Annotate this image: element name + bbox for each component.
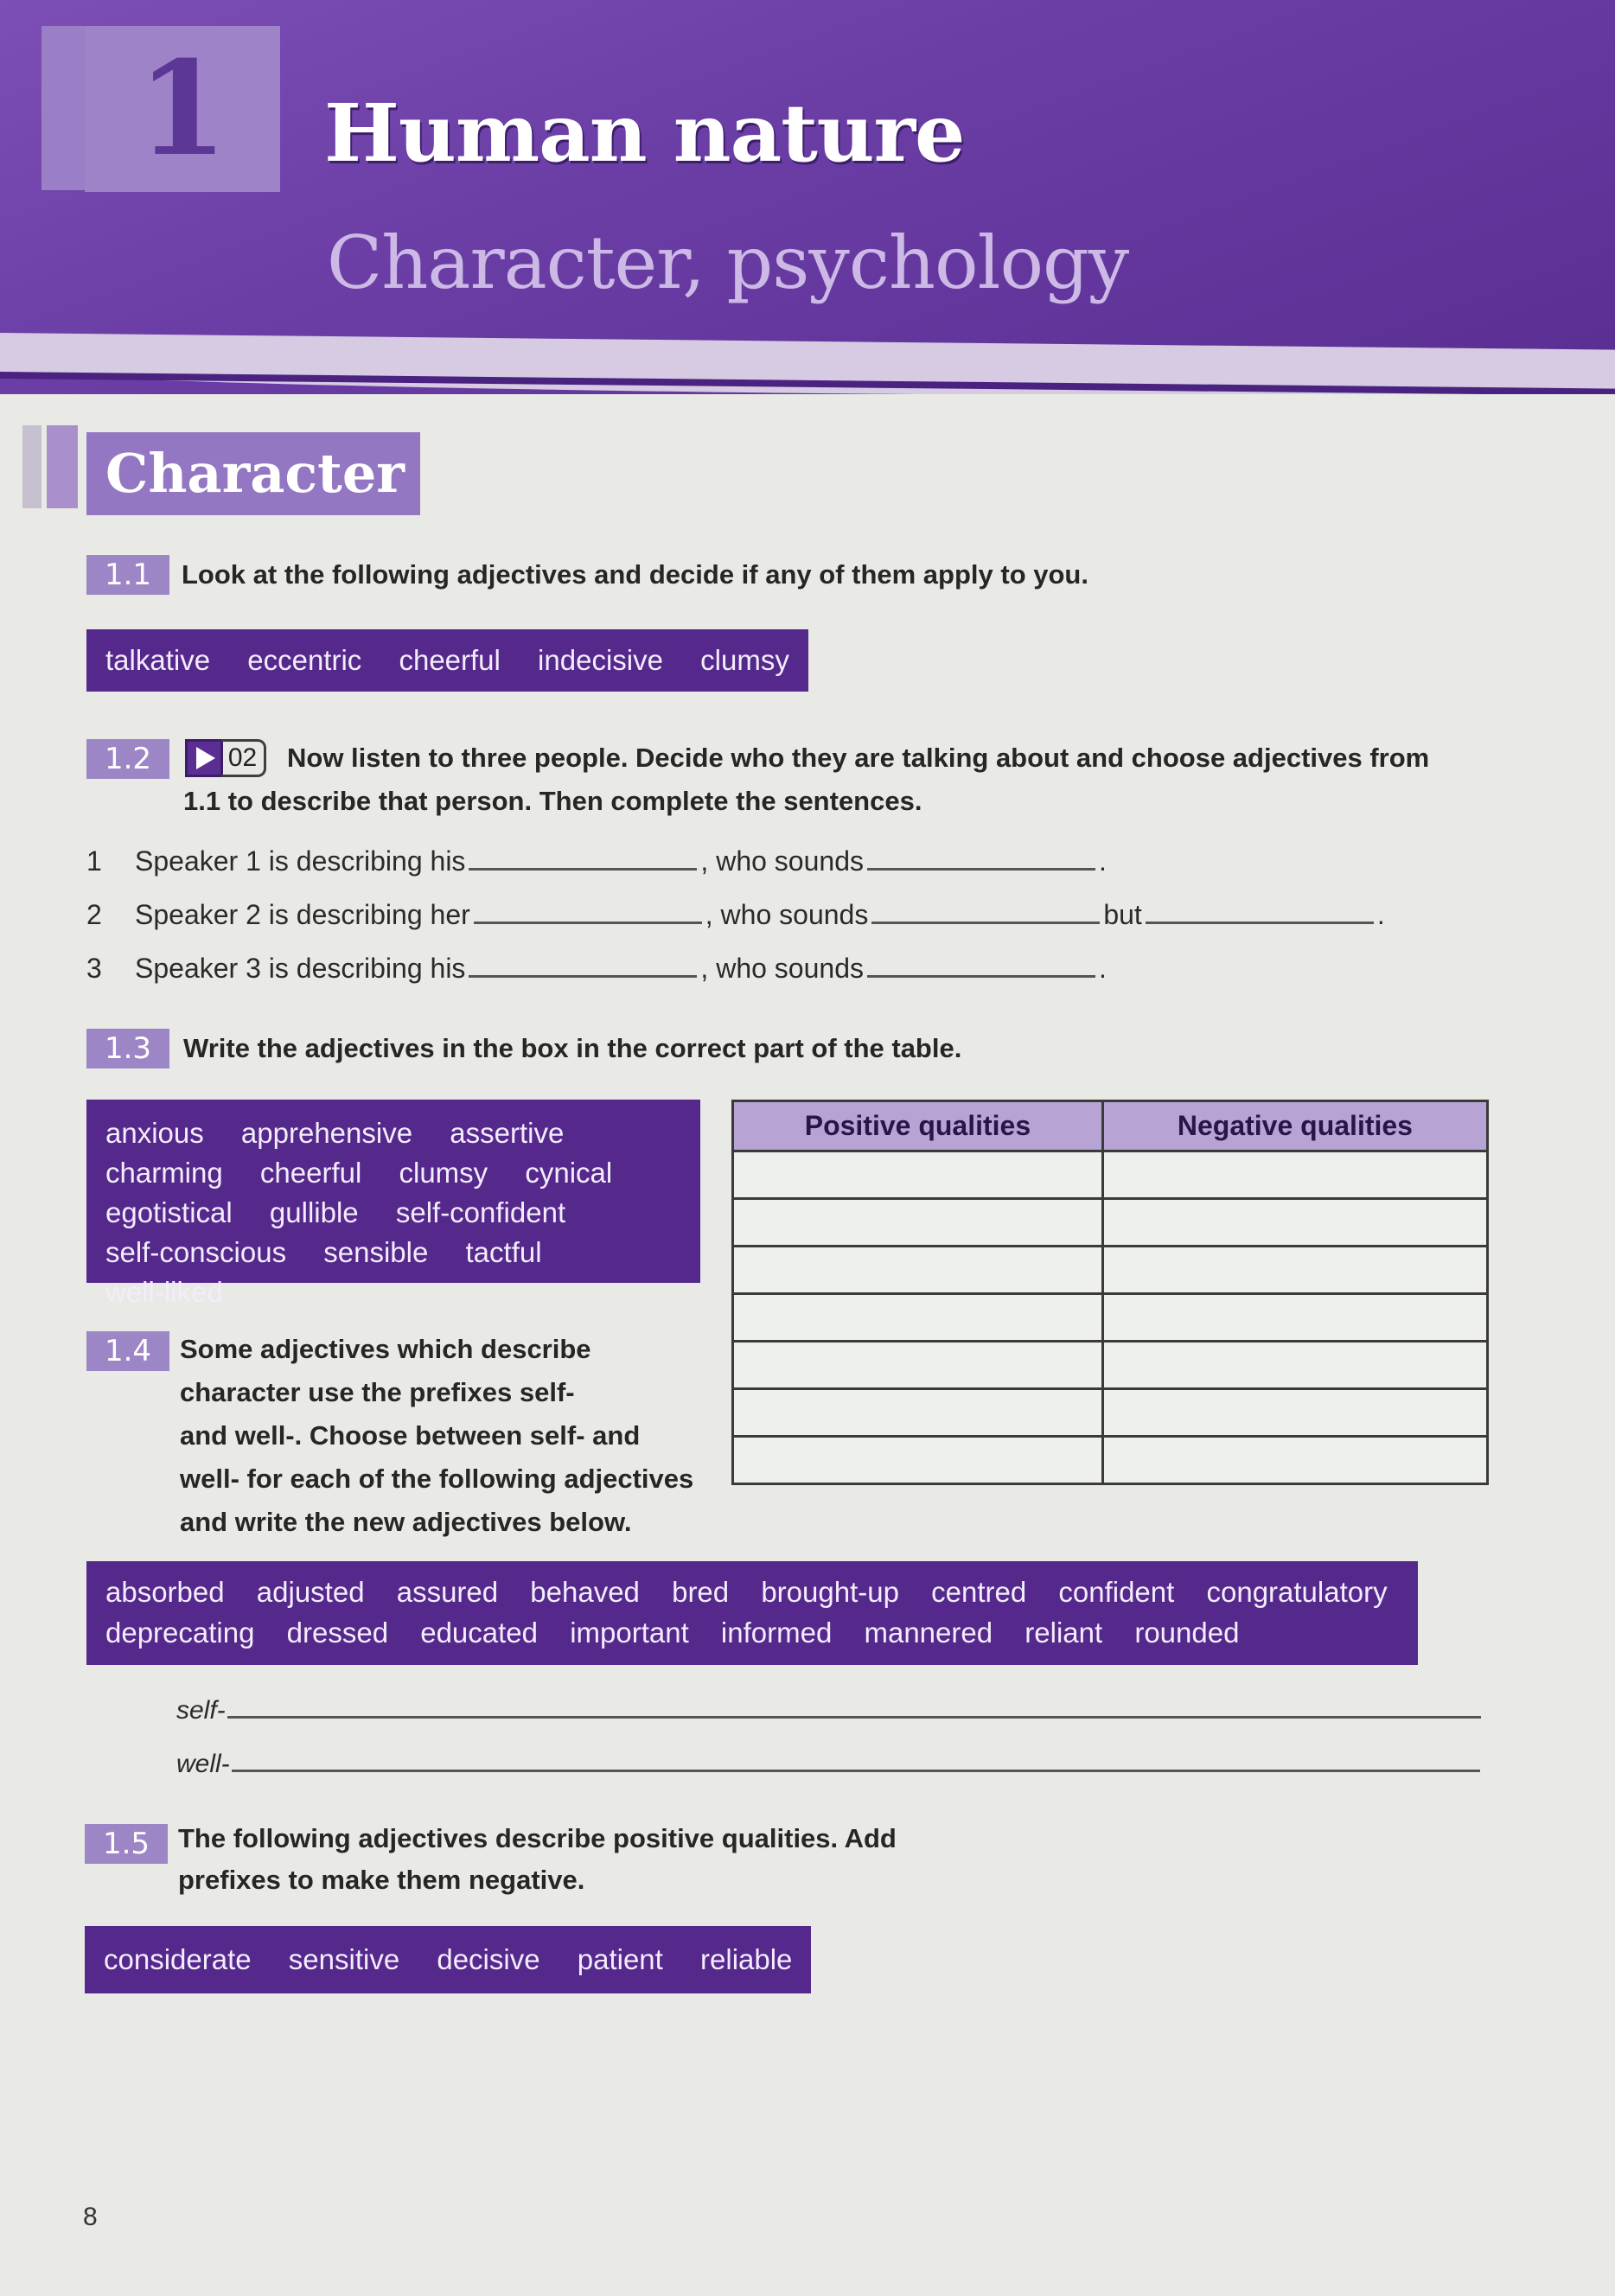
answer-blank[interactable] xyxy=(474,922,702,924)
word: clumsy xyxy=(700,644,789,676)
chapter-subtitle: Character, psychology xyxy=(327,220,1129,305)
table-row xyxy=(733,1342,1488,1389)
answer-cell[interactable] xyxy=(733,1342,1103,1389)
word: assertive xyxy=(450,1117,565,1149)
table-row xyxy=(733,1437,1488,1484)
sentence-number: 2 xyxy=(86,899,102,930)
answer-line[interactable] xyxy=(227,1716,1481,1719)
sentence-3 xyxy=(86,953,1107,985)
sentence-1 xyxy=(86,845,1107,877)
word: apprehensive xyxy=(240,1117,413,1149)
table-row xyxy=(733,1294,1488,1342)
word: behaved xyxy=(530,1576,640,1608)
answer-blank[interactable] xyxy=(469,868,697,871)
sentence-number: 3 xyxy=(86,953,102,984)
table-row xyxy=(733,1247,1488,1294)
word: centred xyxy=(931,1576,1027,1608)
word-row xyxy=(105,1193,681,1233)
exercise-number-1-3: 1.3 xyxy=(86,1029,169,1068)
word: dressed xyxy=(286,1617,389,1649)
table-row xyxy=(733,1199,1488,1247)
answer-cell[interactable] xyxy=(1102,1247,1487,1294)
answer-cell[interactable] xyxy=(733,1389,1103,1437)
word: brought-up xyxy=(761,1576,899,1608)
word: cheerful xyxy=(259,1157,362,1189)
word: informed xyxy=(720,1617,833,1649)
sentence-end: . xyxy=(1098,953,1107,984)
write-line-self xyxy=(176,1696,1481,1725)
word: deprecating xyxy=(105,1617,255,1649)
word: self-conscious xyxy=(105,1236,287,1268)
exercise-instruction-1-1: Look at the following adjectives and decide if any of them apply to you. xyxy=(182,559,1088,590)
sentence-text: Speaker 2 is describing her xyxy=(135,899,470,930)
answer-blank[interactable] xyxy=(469,975,697,978)
exercise-instruction-1-3: Write the adjectives in the box in the correct part of the table. xyxy=(183,1033,962,1063)
word: cheerful xyxy=(399,644,501,676)
sentence-text: Speaker 3 is describing his xyxy=(135,953,466,984)
word-box-1-3 xyxy=(86,1100,700,1308)
audio-track-number: 02 xyxy=(221,739,266,777)
answer-cell[interactable] xyxy=(733,1437,1103,1484)
audio-play-icon[interactable] xyxy=(185,739,223,777)
instruction-line: and write the new adjectives below. xyxy=(180,1507,632,1537)
word-row xyxy=(105,1572,1399,1612)
word-row xyxy=(105,1153,681,1193)
sentence-end: . xyxy=(1376,899,1385,930)
write-line-well xyxy=(176,1750,1480,1779)
answer-cell[interactable] xyxy=(733,1247,1103,1294)
answer-cell[interactable] xyxy=(1102,1199,1487,1247)
answer-cell[interactable] xyxy=(733,1199,1103,1247)
word: egotistical xyxy=(105,1196,233,1228)
word: rounded xyxy=(1134,1617,1240,1649)
sentence-end: . xyxy=(1098,845,1107,877)
section-accent-bar xyxy=(22,425,41,508)
word: confident xyxy=(1058,1576,1175,1608)
word: bred xyxy=(672,1576,730,1608)
chapter-banner xyxy=(0,0,1615,406)
word: educated xyxy=(420,1617,539,1649)
word: assured xyxy=(396,1576,499,1608)
word: mannered xyxy=(864,1617,993,1649)
answer-cell[interactable] xyxy=(733,1294,1103,1342)
exercise-instruction-1-5-line2: prefixes to make them negative. xyxy=(178,1865,585,1895)
word-row xyxy=(105,1113,681,1153)
exercise-number-1-4: 1.4 xyxy=(86,1331,169,1371)
exercise-instruction-1-4 xyxy=(180,1328,733,1544)
word: anxious xyxy=(105,1117,204,1149)
page-number: 8 xyxy=(83,2203,98,2231)
word: considerate xyxy=(104,1943,252,1975)
answer-blank[interactable] xyxy=(1146,922,1374,924)
sentence-number: 1 xyxy=(86,845,102,877)
sentence-text: but xyxy=(1103,899,1142,930)
answer-blank[interactable] xyxy=(871,922,1100,924)
word: absorbed xyxy=(105,1576,225,1608)
table-row xyxy=(733,1389,1488,1437)
exercise-instruction-1-2-line2: 1.1 to describe that person. Then complete the sentences. xyxy=(183,786,922,816)
word: tactful xyxy=(465,1236,542,1268)
word: talkative xyxy=(105,644,211,676)
instruction-line: well- for each of the following adjectives xyxy=(180,1464,694,1494)
answer-cell[interactable] xyxy=(1102,1437,1487,1484)
word: reliant xyxy=(1025,1617,1103,1649)
word: decisive xyxy=(437,1943,540,1975)
word-box-1-1 xyxy=(86,629,808,692)
word: charming xyxy=(105,1157,223,1189)
word: important xyxy=(570,1617,689,1649)
sentence-text: , who sounds xyxy=(700,845,864,877)
sentence-2 xyxy=(86,899,1385,931)
word: gullible xyxy=(269,1196,359,1228)
answer-cell[interactable] xyxy=(733,1151,1103,1199)
exercise-number-1-5: 1.5 xyxy=(85,1824,168,1864)
word-box-1-5 xyxy=(85,1926,811,1993)
chapter-number: 1 xyxy=(85,26,280,192)
sentence-text: , who sounds xyxy=(700,953,864,984)
word: reliable xyxy=(700,1943,793,1975)
exercise-instruction-1-5-line1: The following adjectives describe positive qualities. Add xyxy=(178,1823,897,1853)
answer-blank[interactable] xyxy=(867,975,1095,978)
qualities-table xyxy=(731,1100,1489,1485)
sentence-text: , who sounds xyxy=(705,899,869,930)
word: congratulatory xyxy=(1206,1576,1388,1608)
word: clumsy xyxy=(399,1157,488,1189)
word: self-confident xyxy=(395,1196,566,1228)
section-accent-bar xyxy=(47,425,78,508)
word-row xyxy=(105,1233,681,1312)
word: patient xyxy=(577,1943,663,1975)
table-row xyxy=(733,1151,1488,1199)
word: well-liked xyxy=(105,1276,223,1308)
sentence-text: Speaker 1 is describing his xyxy=(135,845,466,877)
word: sensible xyxy=(323,1236,429,1268)
prefix-label: well- xyxy=(176,1750,230,1778)
prefix-label: self- xyxy=(176,1696,226,1725)
answer-cell[interactable] xyxy=(1102,1294,1487,1342)
answer-cell[interactable] xyxy=(1102,1151,1487,1199)
column-header-negative: Negative qualities xyxy=(1102,1101,1487,1151)
section-heading: Character xyxy=(86,432,420,515)
word-box-1-4 xyxy=(86,1561,1418,1665)
answer-line[interactable] xyxy=(232,1770,1480,1772)
instruction-line: Some adjectives which describe xyxy=(180,1334,591,1364)
column-header-positive: Positive qualities xyxy=(733,1101,1103,1151)
word-row xyxy=(105,1612,1399,1653)
word: eccentric xyxy=(247,644,362,676)
exercise-number-1-1: 1.1 xyxy=(86,555,169,595)
word: adjusted xyxy=(256,1576,365,1608)
chapter-title: Human nature xyxy=(324,86,965,180)
word: sensitive xyxy=(288,1943,400,1975)
answer-blank[interactable] xyxy=(867,868,1095,871)
exercise-number-1-2: 1.2 xyxy=(86,739,169,779)
exercise-instruction-1-2-line1: Now listen to three people. Decide who they are talking about and choose adjectives from xyxy=(287,743,1430,773)
word: indecisive xyxy=(538,644,663,676)
instruction-line: character use the prefixes self- xyxy=(180,1377,575,1407)
instruction-line: and well-. Choose between self- and xyxy=(180,1420,641,1451)
answer-cell[interactable] xyxy=(1102,1342,1487,1389)
answer-cell[interactable] xyxy=(1102,1389,1487,1437)
word: cynical xyxy=(525,1157,613,1189)
